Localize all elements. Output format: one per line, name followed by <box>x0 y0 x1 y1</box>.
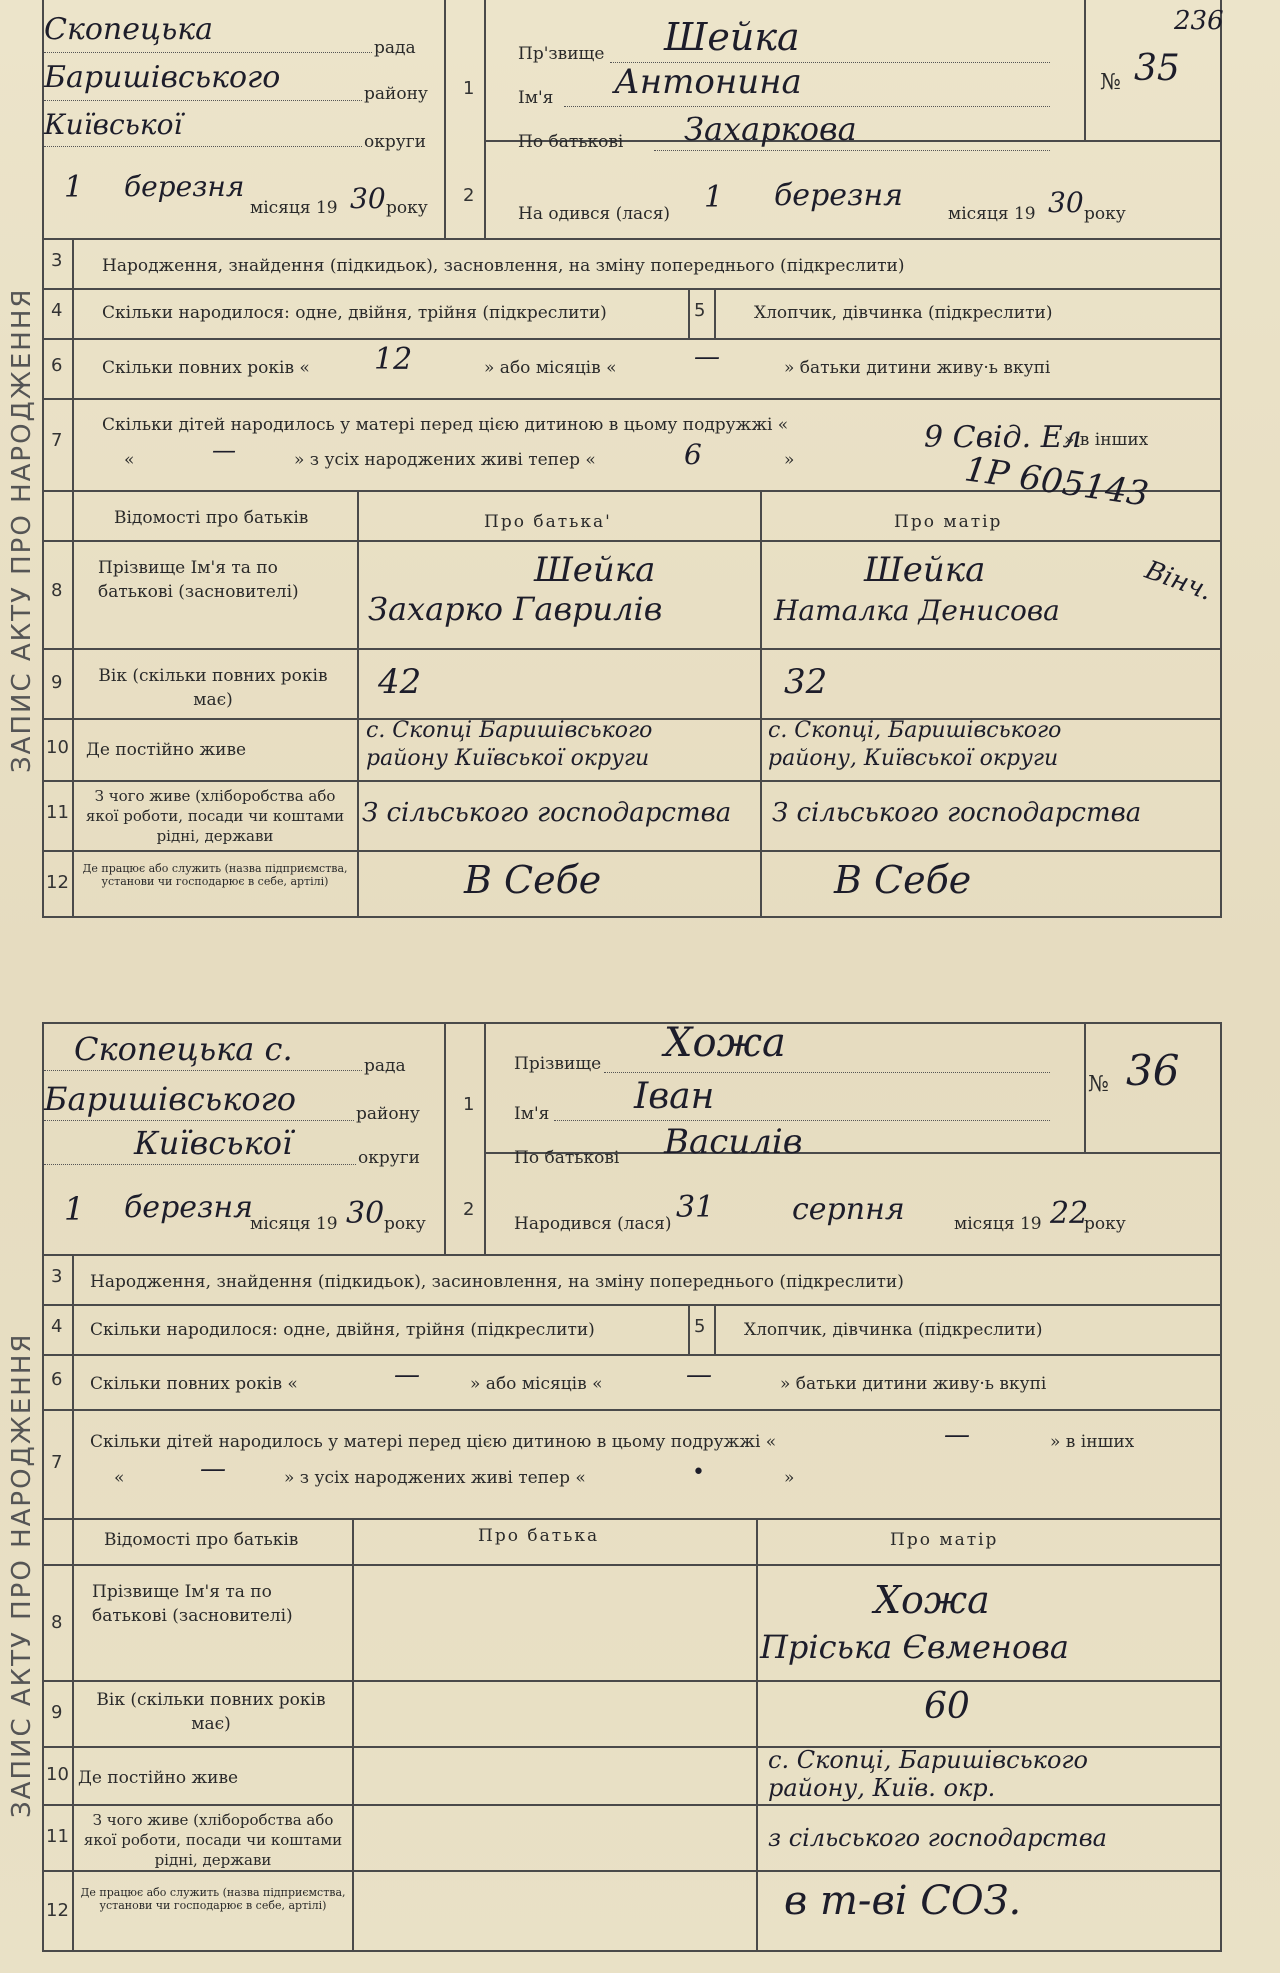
row6-years: — <box>394 1360 420 1390</box>
row11-label: З чого живе (хліборобства або якої роботи, посади чи коштами рідні, держави <box>85 787 345 845</box>
born-month-label: місяця 19 <box>948 204 1036 224</box>
okrug-name: Київської <box>44 108 183 141</box>
surname-label: Пр'звище <box>518 44 605 64</box>
row6-text-a: Скільки повних років « <box>90 1374 298 1394</box>
side-title-record-1: ЗАПИС АКТУ ПРО НАРОДЖЕННЯ <box>7 287 37 773</box>
mother-residence-line1: с. Скопці, Баришівського <box>768 1746 1088 1774</box>
mother-work: В Себе <box>834 858 972 902</box>
father-residence-line1: с. Скопці Баришівського <box>366 718 653 743</box>
district-name: Баришівського <box>44 60 281 95</box>
row7-text-b: » в інших <box>1050 1432 1135 1452</box>
child-surname: Шейка <box>664 15 800 59</box>
okrug-label: округи <box>358 1148 420 1168</box>
father-surname: Шейка <box>534 550 656 590</box>
mother-living: З сільського господарства <box>772 798 1142 828</box>
mother-age: 32 <box>784 662 828 702</box>
row6-months: — <box>686 1360 712 1390</box>
mother-work: в т-ві СОЗ. <box>784 1878 1022 1924</box>
row7-note-2: 1Р 605143 <box>962 449 1151 515</box>
registration-year: 30 <box>350 182 386 215</box>
number-label: № <box>1100 70 1121 95</box>
month-label: місяця 19 <box>250 1214 338 1234</box>
row6-years: 12 <box>374 342 413 377</box>
born-month-label: місяця 19 <box>954 1214 1042 1234</box>
council-label: рада <box>364 1056 406 1076</box>
born-year-label: року <box>1084 1214 1126 1234</box>
row6-text-c: » батьки дитини живу·ь вкупі <box>780 1374 1047 1394</box>
father-name: Захарко Гаврилів <box>368 590 663 628</box>
mother-header: Про матір <box>894 512 1003 532</box>
patronymic-label: По батькові <box>518 132 624 152</box>
row7-text-a: Скільки дітей народилось у матері перед цією дитиною в цьому подружжі « <box>90 1432 777 1452</box>
row3-text: Народження, знайдення (підкидьок), засновлення, на зміну попереднього (підкреслити) <box>102 256 905 276</box>
father-living: З сільського господарства <box>362 798 732 828</box>
council-label: рада <box>374 38 416 58</box>
mother-residence-line2: району, Київ. окр. <box>768 1774 996 1802</box>
registration-year: 30 <box>346 1196 385 1231</box>
surname-label: Прізвище <box>514 1054 602 1074</box>
father-age: 42 <box>378 662 422 702</box>
father-header: Про батька <box>478 1526 600 1546</box>
registration-month: березня <box>124 170 245 203</box>
row7-text-d: » з усіх народжених живі тепер « <box>294 450 596 470</box>
row7-prev: — <box>944 1420 970 1450</box>
year-label: року <box>384 1214 426 1234</box>
father-work: В Себе <box>464 858 602 902</box>
row7-text-c: « <box>124 450 135 470</box>
mother-age: 60 <box>924 1686 970 1727</box>
patronymic-label: По батькові <box>514 1148 620 1168</box>
row4-text: Скільки народилося: одне, двійня, трійня (підкреслити) <box>90 1320 595 1340</box>
father-header: Про батька' <box>484 512 612 532</box>
registration-day: 1 <box>64 170 84 205</box>
row7-alive: 6 <box>684 438 702 471</box>
born-month: серпня <box>792 1192 905 1227</box>
mother-surname: Шейка <box>864 550 986 590</box>
row3-text: Народження, знайдення (підкидьок), засиновлення, на зміну попереднього (підкреслити) <box>90 1272 904 1292</box>
child-patronymic: Василів <box>664 1122 803 1162</box>
row6-text-c: » батьки дитини живу·ь вкупі <box>784 358 1051 378</box>
row9-label: Вік (скільки повних років має) <box>98 666 328 710</box>
name-label: Ім'я <box>518 88 554 108</box>
okrug-label: округи <box>364 132 426 152</box>
mother-header: Про матір <box>890 1530 999 1550</box>
row6-text-a: Скільки повних років « <box>102 358 310 378</box>
council-name: Скопецька с. <box>74 1030 293 1068</box>
mother-residence-line1: с. Скопці, Баришівського <box>768 718 1062 743</box>
district-label: району <box>364 84 428 104</box>
okrug-name: Київської <box>134 1124 293 1162</box>
row12-label: Де працює або служить (назва підприємства, установи чи господарює в себе, артілі) <box>82 862 348 888</box>
born-year: 30 <box>1048 186 1084 219</box>
row7-text-a: Скільки дітей народилось у матері перед цією дитиною в цьому подружжі « <box>102 415 789 435</box>
mother-surname: Хожа <box>874 1578 990 1622</box>
side-title-record-2: ЗАПИС АКТУ ПРО НАРОДЖЕННЯ <box>7 1332 37 1818</box>
born-month: березня <box>774 178 904 213</box>
born-year-label: року <box>1084 204 1126 224</box>
mother-name: Пріська Євменова <box>760 1628 1069 1666</box>
row8-label: Прізвище Ім'я та по батькові (засновителі) <box>92 1582 293 1626</box>
record-number: 35 <box>1134 48 1180 89</box>
row8-label: Прізвище Ім'я та по батькові (засновителі) <box>98 558 299 602</box>
row7-other: — <box>200 1454 226 1484</box>
row4-text: Скільки народилося: одне, двійня, трійня (підкреслити) <box>102 303 607 323</box>
child-surname: Хожа <box>664 1020 786 1066</box>
born-day: 1 <box>704 180 724 215</box>
row11-label: З чого живе (хліборобства або якої роботи, посади чи коштами рідні, держави <box>83 1811 343 1869</box>
council-name: Скопецька <box>44 12 214 47</box>
row5-text: Хлопчик, дівчинка (підкреслити) <box>754 303 1053 323</box>
row7-text-c: « <box>114 1468 125 1488</box>
month-label: місяця 19 <box>250 198 338 218</box>
born-day: 31 <box>676 1190 715 1225</box>
born-year: 22 <box>1050 1196 1089 1231</box>
row10-label: Де постійно живе <box>78 1768 239 1788</box>
mother-name: Наталка Денисова <box>774 594 1060 627</box>
row6-months: — <box>694 342 720 372</box>
district-label: району <box>356 1104 420 1124</box>
row7-text-e: » <box>784 1468 795 1488</box>
row7-note-1: 9 Свід. Ел <box>924 420 1082 455</box>
record-number-note: 236 <box>1174 6 1224 36</box>
registration-month: березня <box>124 1190 254 1225</box>
father-residence-line2: району Київської округи <box>366 746 650 771</box>
parents-header: Відомості про батьків <box>114 508 309 528</box>
child-name: Антонина <box>614 62 802 102</box>
year-label: року <box>386 198 428 218</box>
registration-day: 1 <box>64 1190 85 1228</box>
row10-label: Де постійно живе <box>86 740 247 760</box>
birth-record-36: 1 2 3 4 5 6 7 8 9 10 11 12 Скопецька с. рада Баришівського району Київської округи 1 березня місяця 19 30 року Прізвище Хожа Ім'я Іван По батькові Василів № 36 Народився (лася) 31 серпня місяця 19 22 року Народження, знайдення (підкидьок), засиновлення, на зміну попереднього (підкреслити) Скільки народилося: одне, двійня, трійня (підкреслити) Хлопчик, дівчинка (підкреслити) Скільки повних років « — » або місяців « — » батьки дитини живу·ь вкупі Скільки дітей народилось у матері перед цією дитиною в цьому подружжі « — » в інших « — » з усіх народжених живі тепер « • » Відомості про батьків Про батька Про матір Прізвище Ім'я та по батькові (засновителі) Вік (скільки повних років має) Де постійно живе З чого живе (хліборобства або якої роботи, посади чи коштами рідні, держави Де працює або служить (назва підприємства, установи чи господарює в себе, артілі) Хожа Пріська Євменова 60 с. Скопці, Баришівського району, Київ. окр. з сільського господарства в т-ві СОЗ. <box>42 1022 1222 1952</box>
parents-header: Відомості про батьків <box>104 1530 299 1550</box>
row6-text-b: » або місяців « <box>470 1374 603 1394</box>
mother-note: Вінч. <box>1140 555 1217 607</box>
name-label: Ім'я <box>514 1104 550 1124</box>
row12-label: Де працює або служить (назва підприємства, установи чи господарює в себе, артілі) <box>80 1886 346 1912</box>
district-name: Баришівського <box>44 1080 297 1118</box>
row7-alive: • <box>692 1460 705 1485</box>
number-label: № <box>1088 1072 1109 1097</box>
birth-record-35: 1 2 3 4 5 6 7 8 9 10 11 12 Скопецька рада Баришівського району Київської округи 1 березня місяця 19 30 року Пр'звище Шейка Ім'я Антонина По батькові Захаркова № 35 236 На одився (лася) 1 березня місяця 19 30 року Народження, знайдення (підкидьок), засновлення, на зміну попереднього (підкреслити) Скільки народилося: одне, двійня, трійня (підкреслити) Хлопчик, дівчинка (підкреслити) Скільки повних років « 12 » або місяців « — » батьки дитини живу·ь вкупі Скільки дітей народилось у матері перед цією дитиною в цьому подружжі « » в інших « — » з усіх народжених живі тепер « 6 » 9 Свід. Ел 1Р 605143 Відомості про батьків Про батька' Про матір Прізвище Ім'я та по батькові (засновителі) Вік (скільки повних років має) Де постійно живе З чого живе (хліборобства або якої роботи, посади чи коштами рідні, держави Де працює або служить (назва підприємства, установи чи господарює в себе, артілі) Шейка Захарко Гаврилів Шейка Наталка Денисова Вінч. 42 32 с. Скопці Баришівського району Київської округи с. Скопці, Баришівського району, Київської округи З сільського господарства З сільського господарства В Себе В Себе <box>42 0 1222 918</box>
born-label: Народився (лася) <box>514 1214 672 1234</box>
child-patronymic: Захаркова <box>684 110 857 148</box>
row7-other: — <box>212 436 236 464</box>
child-name: Іван <box>634 1076 715 1117</box>
row7-text-b: » в інших <box>1064 430 1149 450</box>
row7-text-e: » <box>784 450 795 470</box>
row6-text-b: » або місяців « <box>484 358 617 378</box>
record-number: 36 <box>1126 1046 1180 1095</box>
born-label: На одився (лася) <box>518 204 671 224</box>
row5-text: Хлопчик, дівчинка (підкреслити) <box>744 1320 1043 1340</box>
row9-label: Вік (скільки повних років має) <box>96 1690 326 1734</box>
mother-residence-line2: району, Київської округи <box>768 746 1059 771</box>
mother-living: з сільського господарства <box>768 1824 1107 1852</box>
row7-text-d: » з усіх народжених живі тепер « <box>284 1468 586 1488</box>
